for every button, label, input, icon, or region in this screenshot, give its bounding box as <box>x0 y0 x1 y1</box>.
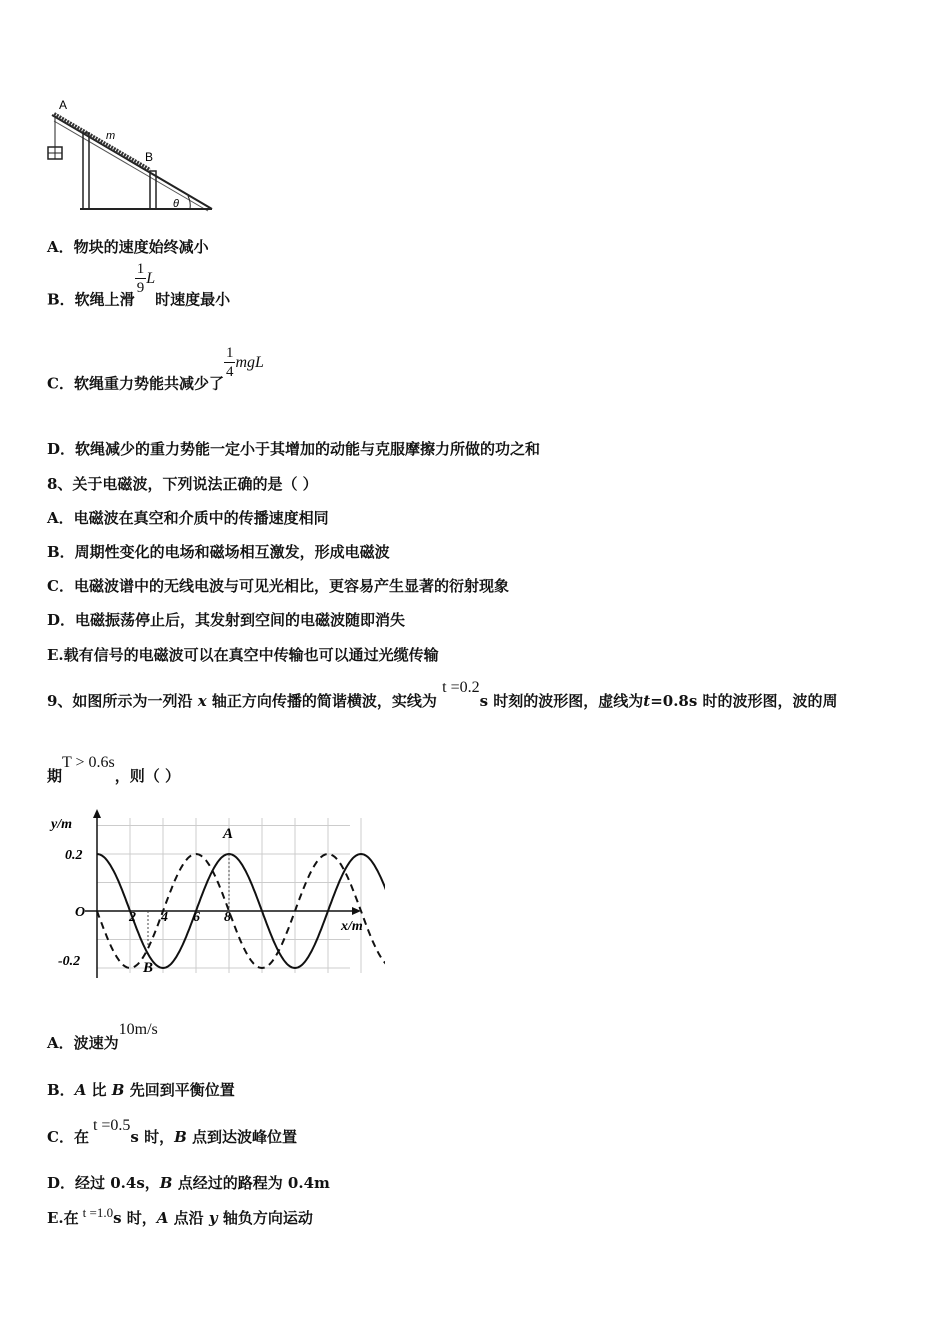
q9-option-e-math: t =1.0 <box>82 1205 114 1220</box>
q7-option-b-fraction <box>135 260 147 297</box>
q9-option-a-prefix: A．波速为 <box>47 1034 119 1052</box>
label-m: m <box>106 130 116 142</box>
x-tick-8: 8 <box>224 910 231 925</box>
q7-option-c-var: mgL <box>235 353 264 371</box>
fraction-denominator: 4 <box>225 364 234 380</box>
q7-option-c-prefix: C．软绳重力势能共减少了 <box>47 374 224 393</box>
q9-stem-t-math: t =0.2 <box>442 679 480 696</box>
q9-option-d-suffix: 点经过的路程为 0.4m <box>172 1174 330 1192</box>
q9-stem-part1: 9、如图所示为一列沿 <box>47 692 193 710</box>
q9-stem2-part2: ，则（ ） <box>114 767 180 785</box>
fraction-denominator: 9 <box>136 280 145 296</box>
q9-stem-part4: =0.8s 时的波形图，波的周 <box>650 692 838 710</box>
q9-stem-line2 <box>47 754 180 786</box>
x-tick-6: 6 <box>193 910 200 925</box>
x-tick-2: 2 <box>129 910 136 925</box>
q9-stem-t2: t <box>643 692 651 710</box>
y-axis-label: y/m <box>51 817 72 832</box>
incline-figure <box>40 95 220 220</box>
q9-option-d-b: B <box>159 1174 173 1192</box>
q7-option-b-suffix: 时速度最小 <box>155 290 231 309</box>
q9-option-e-suffix: 轴负方向运动 <box>217 1209 313 1227</box>
q9-option-c-b: B <box>174 1128 187 1146</box>
q7-option-c-fraction <box>224 344 236 381</box>
q9-stem <box>47 679 838 711</box>
q9-stem-part2: 轴正方向传播的简谐横波，实线为 <box>211 692 437 710</box>
q9-option-c-suffix: 点到达波峰位置 <box>186 1128 298 1146</box>
q9-option-e <box>47 1207 313 1228</box>
label-b: B <box>145 150 154 164</box>
q9-option-c-math: t =0.5 <box>92 1117 131 1134</box>
origin-label: O <box>75 905 86 920</box>
fraction-numerator: 1 <box>225 345 234 361</box>
q7-option-a: A．物块的速度始终减小 <box>47 238 209 256</box>
q7-option-d: D．软绳减少的重力势能一定小于其增加的动能与克服摩擦力所做的功之和 <box>47 440 541 458</box>
wave-chart <box>45 808 385 983</box>
q9-option-b-suffix: 先回到平衡位置 <box>124 1081 235 1099</box>
fraction-numerator: 1 <box>136 261 145 277</box>
q9-option-c-mid: s 时， <box>130 1128 175 1146</box>
q9-option-c <box>47 1117 298 1147</box>
q9-stem2-part1: 期 <box>47 767 63 785</box>
q9-option-b-a: A <box>74 1081 87 1099</box>
q9-option-e-y: y <box>208 1209 218 1227</box>
q9-option-b <box>47 1079 235 1100</box>
q9-option-a <box>47 1021 158 1053</box>
q9-option-c-prefix: C．在 <box>47 1128 89 1146</box>
label-a: A <box>59 98 68 112</box>
q9-option-e-mid2: 点沿 <box>168 1209 209 1227</box>
q7-option-b-prefix: B．软绳上滑 <box>47 290 135 309</box>
q9-option-e-a: A <box>156 1209 169 1227</box>
q8-stem: 8、关于电磁波，下列说法正确的是（ ） <box>47 475 318 493</box>
q9-option-b-prefix: B． <box>47 1081 75 1099</box>
q9-option-e-prefix: E.在 <box>47 1209 79 1227</box>
y-tick-pos: 0.2 <box>65 848 83 863</box>
q7-option-b-var: L <box>146 269 156 287</box>
chart-grid <box>97 818 385 973</box>
q7-option-b <box>47 261 231 319</box>
q8-option-e: E.载有信号的电磁波可以在真空中传输也可以通过光缆传输 <box>47 646 439 664</box>
q9-option-d-prefix: D．经过 0.4s， <box>47 1174 160 1192</box>
q8-option-b: B．周期性变化的电场和磁场相互激发，形成电磁波 <box>47 543 390 561</box>
q8-option-d: D．电磁振荡停止后，其发射到空间的电磁波随即消失 <box>47 611 406 629</box>
q9-stem-part3: s 时刻的波形图，虚线为 <box>479 692 644 710</box>
y-tick-neg: -0.2 <box>58 954 81 969</box>
q9-option-e-mid: s 时， <box>113 1209 157 1227</box>
y-axis-arrow <box>93 809 101 818</box>
point-a-label: A <box>223 826 234 842</box>
label-theta: θ <box>173 198 179 210</box>
q8-option-a: A．电磁波在真空和介质中的传播速度相同 <box>47 509 329 527</box>
q9-option-a-math: 10m/s <box>118 1021 158 1038</box>
point-b-label: B <box>143 960 154 976</box>
q9-option-d <box>47 1172 330 1193</box>
q9-option-b-b: B <box>111 1081 125 1099</box>
q8-option-c: C．电磁波谱中的无线电波与可见光相比，更容易产生显著的衍射现象 <box>47 577 509 595</box>
q9-stem-x: x <box>197 692 207 710</box>
q9-option-b-mid: 比 <box>86 1081 112 1099</box>
x-tick-4: 4 <box>161 910 168 925</box>
q7-option-c <box>47 345 264 403</box>
x-axis-label: x/m <box>341 919 363 934</box>
q9-stem2-math: T > 0.6s <box>62 754 115 771</box>
